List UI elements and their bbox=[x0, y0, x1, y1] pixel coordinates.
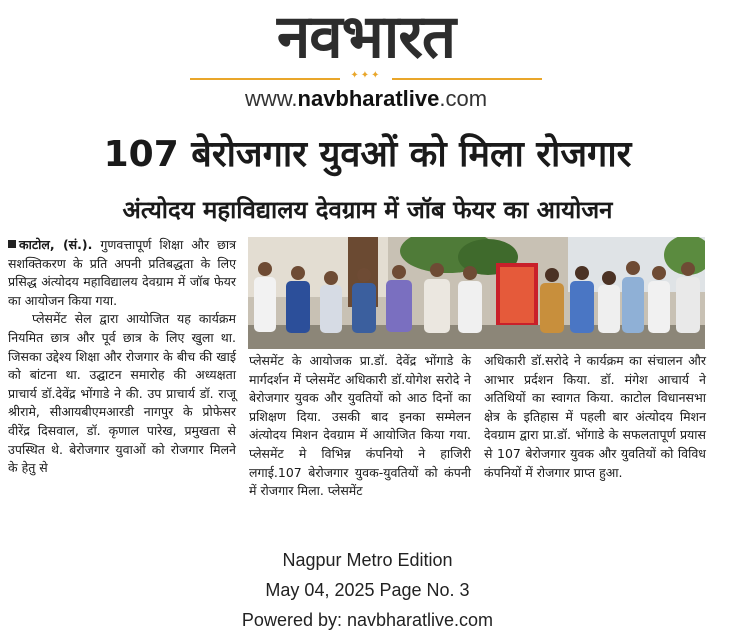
star-ornament-icon: ✦✦✦ bbox=[350, 70, 382, 81]
url-brand: navbharatlive bbox=[297, 86, 440, 111]
square-bullet-icon bbox=[8, 240, 16, 248]
newspaper-logo: नवभारत bbox=[276, 2, 456, 72]
article-column-1 bbox=[8, 236, 236, 478]
article-headline: 107 बेरोजगार युवओं को मिला रोजगार bbox=[103, 134, 632, 175]
event-group-photo bbox=[248, 237, 705, 349]
url-prefix: www. bbox=[244, 86, 298, 111]
article-column-2: प्लेसमेंट के आयोजक प्रा.डॉ. देवेंद्र भोंगाडे के मार्गदर्शन में प्लेसमेंट अधिकारी डॉ.योगेश सरोदे ने बेरोजगार युवक और युवतियों को आठ दिनों का प्रशिक्षण दिया. उसकी बाद इनका सम्मेलन अंत्योदय मिशन देवग्राम में आयोजित किया गया. प्लेसमेंट मे विभिन्न कंपनियो ने हाजिरी लगाई.107 बेरोजगार युवक-युवतियों को कंपनी में रोजगार मिला. प्लेसमेंट bbox=[249, 353, 471, 499]
website-url bbox=[190, 86, 542, 112]
date-page-label: May 04, 2025 Page No. 3 bbox=[265, 580, 470, 600]
article-subheadline: अंत्योदय महाविद्यालय देवग्राम में जॉब फेयर का आयोजन bbox=[122, 196, 613, 224]
dateline: काटोल, (सं.). bbox=[19, 237, 93, 252]
article-column-3: अधिकारी डॉ.सरोदे ने कार्यक्रम का संचालन और आभार प्रर्दशन किया. डॉ. मंगेश आचार्य ने अतिथियों का स्वागत किया. काटोल विधानसभा क्षेत्र के इतिहास में पहली बार अंत्योदय मिशन देवग्राम द्वारा प्रा.डॉ. भोंगाडे के सफलतापूर्ण प्रयास से 107 बेरोजगार युवक और युवतियों को विविध कंपनियों में रोजगार प्राप्त हुआ. bbox=[484, 353, 706, 480]
powered-by-label: Powered by: navbharatlive.com bbox=[241, 610, 494, 630]
url-suffix: .com bbox=[439, 86, 488, 111]
column-1-paragraph-1-text: गुणवत्तापूर्ण शिक्षा और छात्र सशक्तिकरण के प्रति अपनी प्रतिबद्धता के लिए प्रसिद्ध अंत्योदय महाविद्यालय देवग्राम में जॉब फेयर का आयोजन किया गया. bbox=[8, 237, 236, 308]
edition-label: Nagpur Metro Edition bbox=[282, 550, 453, 570]
column-1-paragraph-1 bbox=[8, 236, 236, 310]
column-1-paragraph-2: प्लेसमेंट सेल द्वारा आयोजित यह कार्यक्रम नियमित छात्र और पूर्व छात्र के लिए खुला था. जिसका उद्देश्य शिक्षा और रोजगार के बीच की खाई को बांटना था. उद्घाटन समारोह की अध्यक्षता प्राचार्य डॉ.देवेंद्र भोंगाडे ने की. उप प्राचार्य डॉ. राजू श्रीरामे, सीआयबीएमआरडी नागपुर के प्रोफेसर वीरेंद्र दिसवाल, डॉ. कृणाल पारेख, प्रमुखता से उपस्थित थे. बेरोजगार युवाओं को रोजगार मिलने के हेतु से bbox=[8, 311, 236, 476]
logo-underline-ornament bbox=[190, 70, 542, 81]
